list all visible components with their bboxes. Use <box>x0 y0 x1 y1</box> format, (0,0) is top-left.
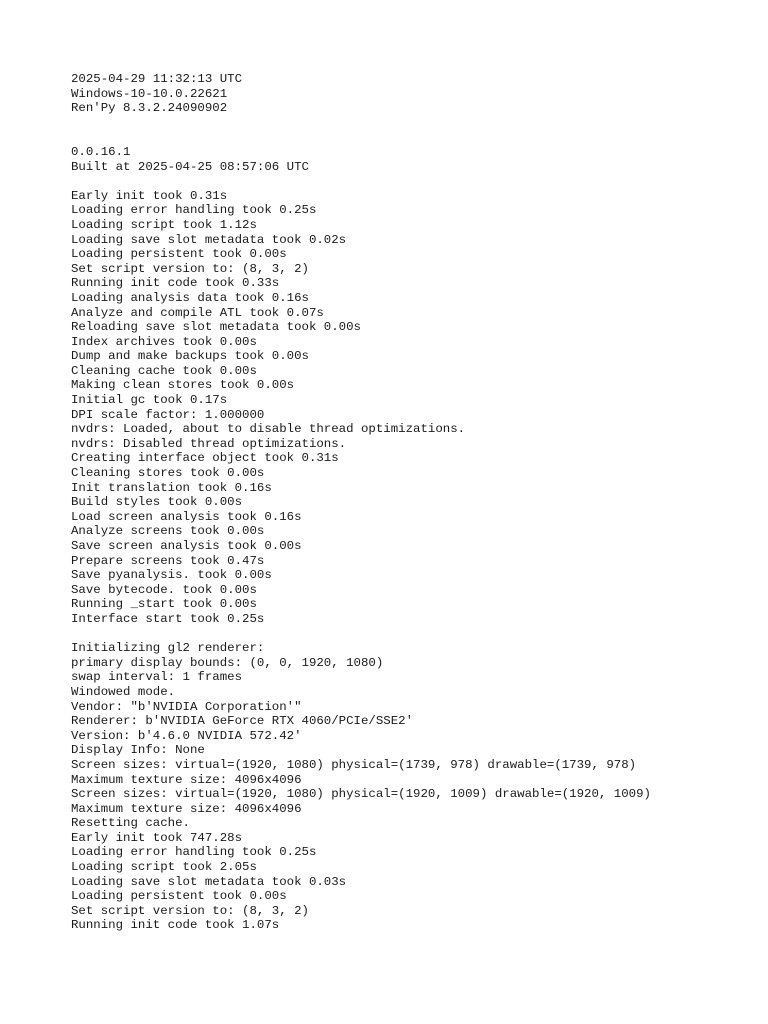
log-line: Early init took 0.31s <box>71 188 228 203</box>
log-line: Init translation took 0.16s <box>71 480 272 495</box>
log-line: Screen sizes: virtual=(1920, 1080) physical=(1920, 1009) drawable=(1920, 1009) <box>71 787 651 802</box>
log-line: Loading persistent took 0.00s <box>71 889 287 904</box>
log-renpy-version: Ren'Py 8.3.2.24090902 <box>71 101 228 116</box>
log-line: Index archives took 0.00s <box>71 334 257 349</box>
log-line: Making clean stores took 0.00s <box>71 378 295 393</box>
log-line: primary display bounds: (0, 0, 1920, 1080) <box>71 655 384 670</box>
log-line: Screen sizes: virtual=(1920, 1080) physical=(1739, 978) drawable=(1739, 978) <box>71 757 637 772</box>
blank-line <box>71 627 751 642</box>
log-line: Version: b'4.6.0 NVIDIA 572.42' <box>71 728 302 743</box>
log-line: Renderer: b'NVIDIA GeForce RTX 4060/PCIe/SSE2' <box>71 714 414 729</box>
log-line: Maximum texture size: 4096x4096 <box>71 772 302 787</box>
log-line: Cleaning stores took 0.00s <box>71 466 265 481</box>
log-line: Reloading save slot metadata took 0.00s <box>71 320 361 335</box>
log-line: Loading save slot metadata took 0.03s <box>71 874 347 889</box>
log-build-version: 0.0.16.1 <box>71 144 131 159</box>
log-line: Vendor: "b'NVIDIA Corporation'" <box>71 699 302 714</box>
log-line: Resetting cache. <box>71 816 190 831</box>
log-line: Loading error handling took 0.25s <box>71 203 317 218</box>
log-line: Loading script took 1.12s <box>71 217 257 232</box>
log-line: nvdrs: Loaded, about to disable thread optimizations. <box>71 422 466 437</box>
log-line: Initializing gl2 renderer: <box>71 641 265 656</box>
log-line: Running init code took 1.07s <box>71 918 280 933</box>
log-build-date: Built at 2025-04-25 08:57:06 UTC <box>71 159 309 174</box>
log-line: Early init took 747.28s <box>71 830 243 845</box>
blank-line <box>71 116 751 131</box>
log-timestamp: 2025-04-29 11:32:13 UTC <box>71 72 243 86</box>
log-line: Analyze screens took 0.00s <box>71 524 265 539</box>
log-line: Save bytecode. took 0.00s <box>71 582 257 597</box>
log-startup-section <box>71 189 751 627</box>
log-line: Set script version to: (8, 3, 2) <box>71 903 309 918</box>
log-line: Set script version to: (8, 3, 2) <box>71 261 309 276</box>
log-header <box>71 72 751 116</box>
log-line: Cleaning cache took 0.00s <box>71 363 257 378</box>
log-line: Creating interface object took 0.31s <box>71 451 339 466</box>
blank-line <box>71 174 751 189</box>
log-document <box>71 72 751 933</box>
log-line: Initial gc took 0.17s <box>71 393 228 408</box>
log-line: swap interval: 1 frames <box>71 670 243 685</box>
log-line: Dump and make backups took 0.00s <box>71 349 309 364</box>
log-line: Build styles took 0.00s <box>71 495 243 510</box>
log-line: Running _start took 0.00s <box>71 597 257 612</box>
log-line: Loading analysis data took 0.16s <box>71 290 309 305</box>
log-renderer-section <box>71 641 751 933</box>
log-line: Loading save slot metadata took 0.02s <box>71 232 347 247</box>
log-line: nvdrs: Disabled thread optimizations. <box>71 436 347 451</box>
log-build-info <box>71 145 751 174</box>
log-line: Interface start took 0.25s <box>71 611 265 626</box>
log-line: Maximum texture size: 4096x4096 <box>71 801 302 816</box>
log-line: Windowed mode. <box>71 684 176 699</box>
log-line: Loading persistent took 0.00s <box>71 247 287 262</box>
blank-line <box>71 130 751 145</box>
log-line: Save screen analysis took 0.00s <box>71 539 302 553</box>
log-line: Display Info: None <box>71 743 205 758</box>
log-line: Load screen analysis took 0.16s <box>71 509 302 524</box>
log-platform: Windows-10-10.0.22621 <box>71 86 228 101</box>
log-line: Loading script took 2.05s <box>71 860 257 875</box>
log-line: Running init code took 0.33s <box>71 276 280 291</box>
log-line: DPI scale factor: 1.000000 <box>71 407 265 422</box>
log-line: Loading error handling took 0.25s <box>71 845 317 860</box>
log-line: Analyze and compile ATL took 0.07s <box>71 305 324 320</box>
log-line: Save pyanalysis. took 0.00s <box>71 568 272 583</box>
log-line: Prepare screens took 0.47s <box>71 553 265 568</box>
